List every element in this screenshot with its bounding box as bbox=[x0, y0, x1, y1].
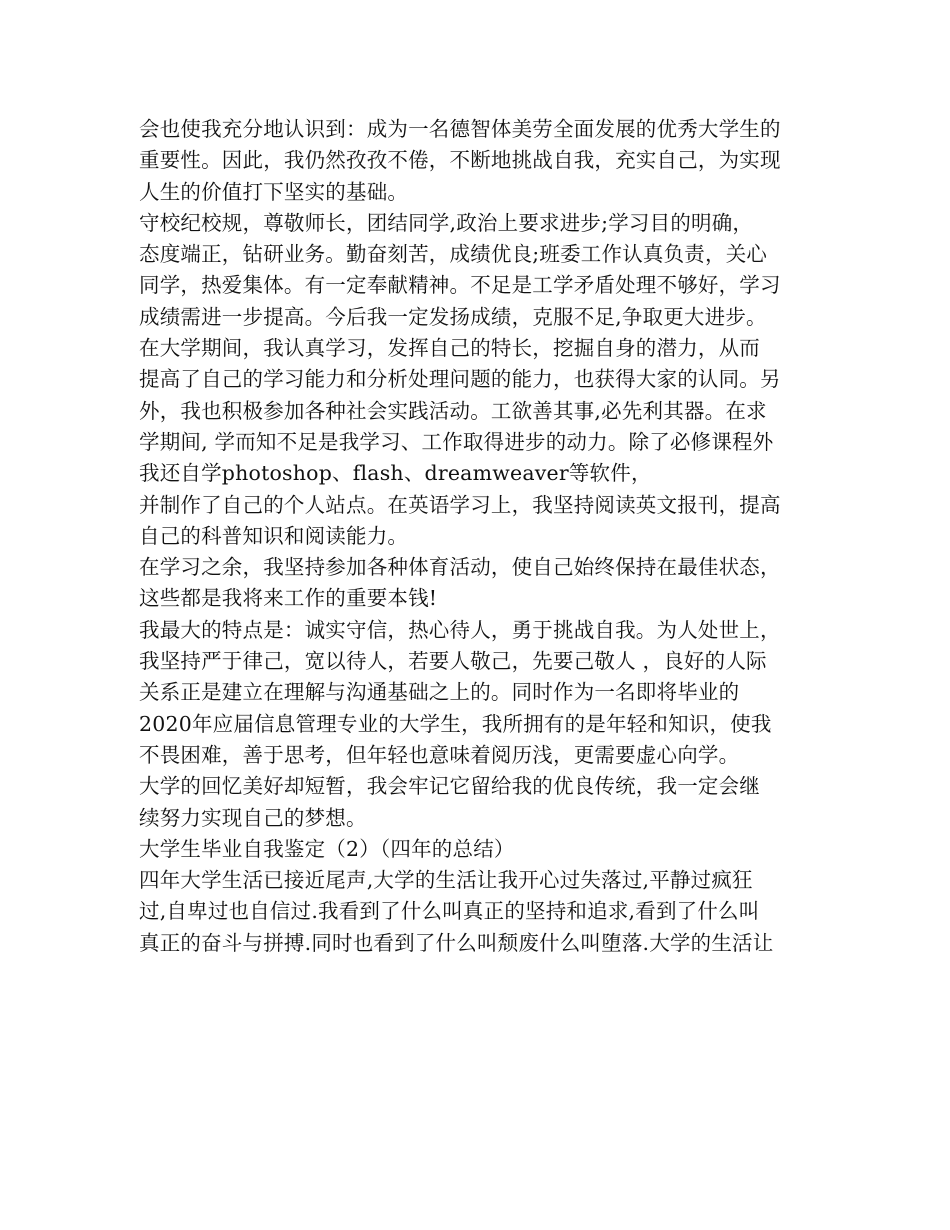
text-line: 关系正是建立在理解与沟通基础之上的。同时作为一名即将毕业的 bbox=[139, 680, 740, 705]
text-line: 提高了自己的学习能力和分析处理问题的能力，也获得大家的认同。另 bbox=[139, 367, 781, 392]
text-line: 外，我也积极参加各种社会实践活动。工欲善其事,必先利其器。在求 bbox=[139, 398, 767, 423]
text-line: 大学的回忆美好却短暂，我会牢记它留给我的优良传统，我一定会继 bbox=[139, 774, 760, 799]
text-line: 我还自学photoshop、flash、dreamweaver等软件， bbox=[139, 461, 652, 486]
text-line: 成绩需进一步提高。今后我一定发扬成绩，克服不足,争取更大进步。 bbox=[139, 304, 767, 329]
text-line: 我最大的特点是：诚实守信，热心待人，勇于挑战自我。为人处世上， bbox=[139, 617, 781, 642]
text-line: 自己的科普知识和阅读能力。 bbox=[139, 523, 409, 548]
text-line: 我坚持严于律己，宽以待人，若要人敬己，先要己敬人 ，良好的人际 bbox=[139, 649, 767, 674]
text-line: 2020年应届信息管理专业的大学生，我所拥有的是年轻和知识，使我 bbox=[139, 711, 772, 736]
text-line: 在大学期间，我认真学习，发挥自己的特长，挖掘自身的潜力，从而 bbox=[139, 336, 760, 361]
text-line: 守校纪校规，尊敬师长，团结同学,政治上要求进步;学习目的明确， bbox=[139, 210, 754, 235]
text-line: 续努力实现自己的梦想。 bbox=[139, 805, 367, 830]
section-heading: 大学生毕业自我鉴定（2）（四年的总结） bbox=[139, 836, 515, 861]
text-line: 同学，热爱集体。有一定奉献精神。不足是工学矛盾处理不够好，学习 bbox=[139, 273, 781, 298]
text-line: 重要性。因此，我仍然孜孜不倦，不断地挑战自我，充实自己，为实现 bbox=[139, 148, 781, 173]
text-line: 过,自卑过也自信过.我看到了什么叫真正的坚持和追求,看到了什么叫 bbox=[139, 899, 760, 924]
text-line: 在学习之余，我坚持参加各种体育活动，使自己始终保持在最佳状态， bbox=[139, 555, 781, 580]
text-line: 人生的价值打下坚实的基础。 bbox=[139, 179, 409, 204]
document-body bbox=[139, 114, 829, 959]
text-line: 不畏困难，善于思考，但年轻也意味着阅历浅，更需要虚心向学。 bbox=[139, 742, 740, 767]
text-line: 四年大学生活已接近尾声,大学的生活让我开心过失落过,平静过疯狂 bbox=[139, 868, 753, 893]
text-line: 并制作了自己的个人站点。在英语学习上，我坚持阅读英文报刊，提高 bbox=[139, 492, 781, 517]
text-line: 学期间, 学而知不足是我学习、工作取得进步的动力。除了必修课程外 bbox=[139, 429, 774, 454]
text-line: 真正的奋斗与拼搏.同时也看到了什么叫颓废什么叫堕落.大学的生活让 bbox=[139, 930, 774, 955]
text-line: 会也使我充分地认识到：成为一名德智体美劳全面发展的优秀大学生的 bbox=[139, 117, 781, 141]
text-line: 态度端正，钻研业务。勤奋刻苦，成绩优良;班委工作认真负责，关心 bbox=[139, 242, 768, 267]
text-line: 这些都是我将来工作的重要本钱! bbox=[139, 586, 438, 611]
